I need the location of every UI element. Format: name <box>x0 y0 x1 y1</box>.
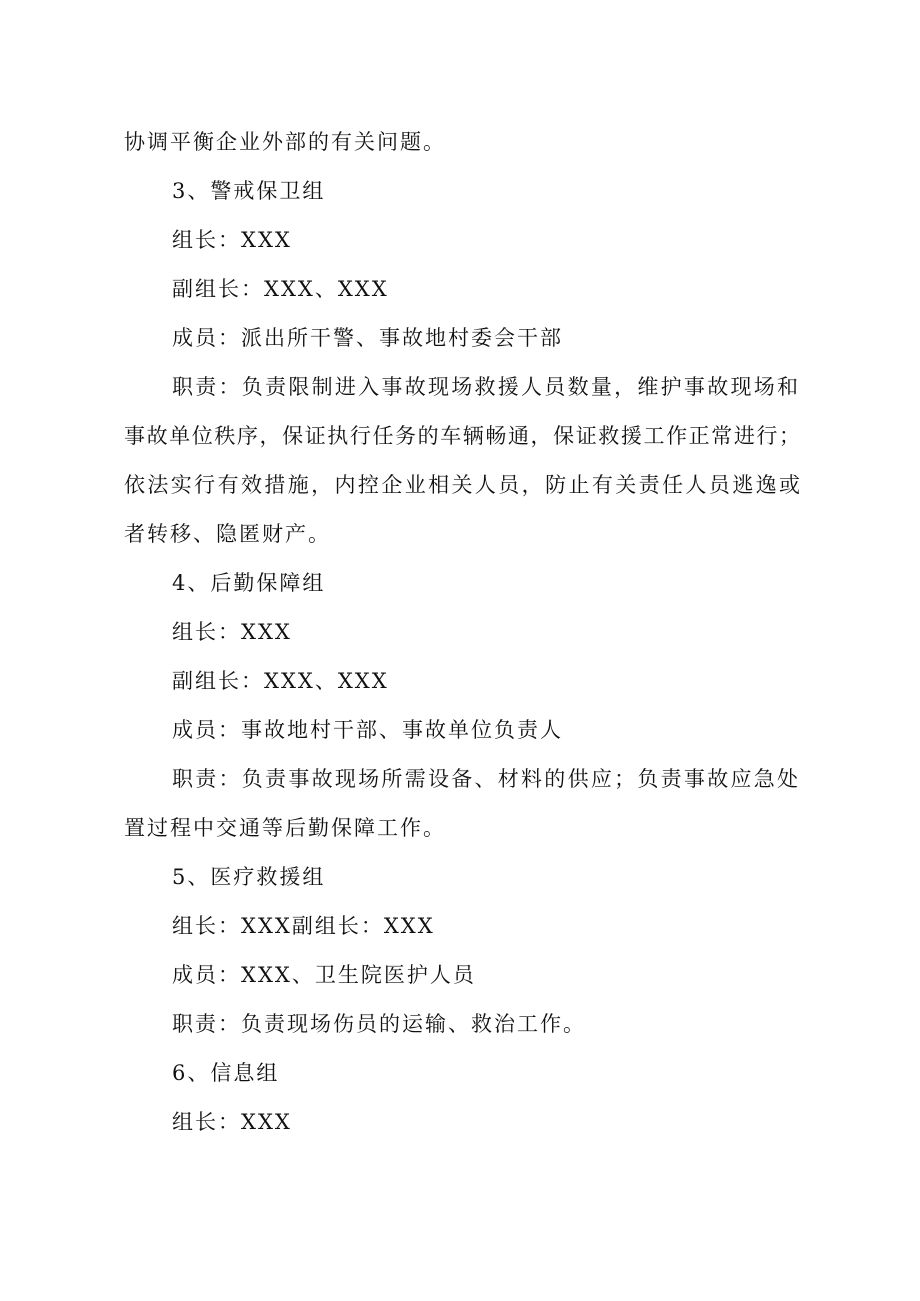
logistics-leader: 组长：XXX <box>172 620 292 644</box>
security-duties-line-2: 事故单位秩序，保证执行任务的车辆畅通，保证救援工作正常进行； <box>124 424 800 448</box>
section-heading-medical-rescue: 5、医疗救援组 <box>172 865 326 889</box>
logistics-deputy-leader: 副组长：XXX、XXX <box>172 669 389 693</box>
security-leader: 组长：XXX <box>172 228 292 252</box>
security-deputy-leader: 副组长：XXX、XXX <box>172 277 389 301</box>
medical-duties: 职责：负责现场伤员的运输、救治工作。 <box>172 1012 586 1036</box>
logistics-members: 成员：事故地村干部、事故单位负责人 <box>172 718 563 742</box>
security-duties-line-1: 职责：负责限制进入事故现场救援人员数量，维护事故现场和 <box>172 375 798 399</box>
section-heading-logistics: 4、后勤保障组 <box>172 571 326 595</box>
section-heading-security-guard: 3、警戒保卫组 <box>172 179 326 203</box>
logistics-duties-line-2: 置过程中交通等后勤保障工作。 <box>124 816 446 840</box>
security-duties-line-3: 依法实行有效措施，内控企业相关人员，防止有关责任人员逃逸或 <box>124 473 800 497</box>
section-heading-information: 6、信息组 <box>172 1061 280 1085</box>
information-leader: 组长：XXX <box>172 1110 292 1134</box>
security-members: 成员：派出所干警、事故地村委会干部 <box>172 326 563 350</box>
logistics-duties-line-1: 职责：负责事故现场所需设备、材料的供应；负责事故应急处 <box>172 767 798 791</box>
text-line-continuation: 协调平衡企业外部的有关问题。 <box>124 130 446 154</box>
medical-members: 成员：XXX、卫生院医护人员 <box>172 963 476 987</box>
security-duties-line-4: 者转移、隐匿财产。 <box>124 522 331 546</box>
medical-leaders: 组长：XXX副组长：XXX <box>172 914 435 938</box>
